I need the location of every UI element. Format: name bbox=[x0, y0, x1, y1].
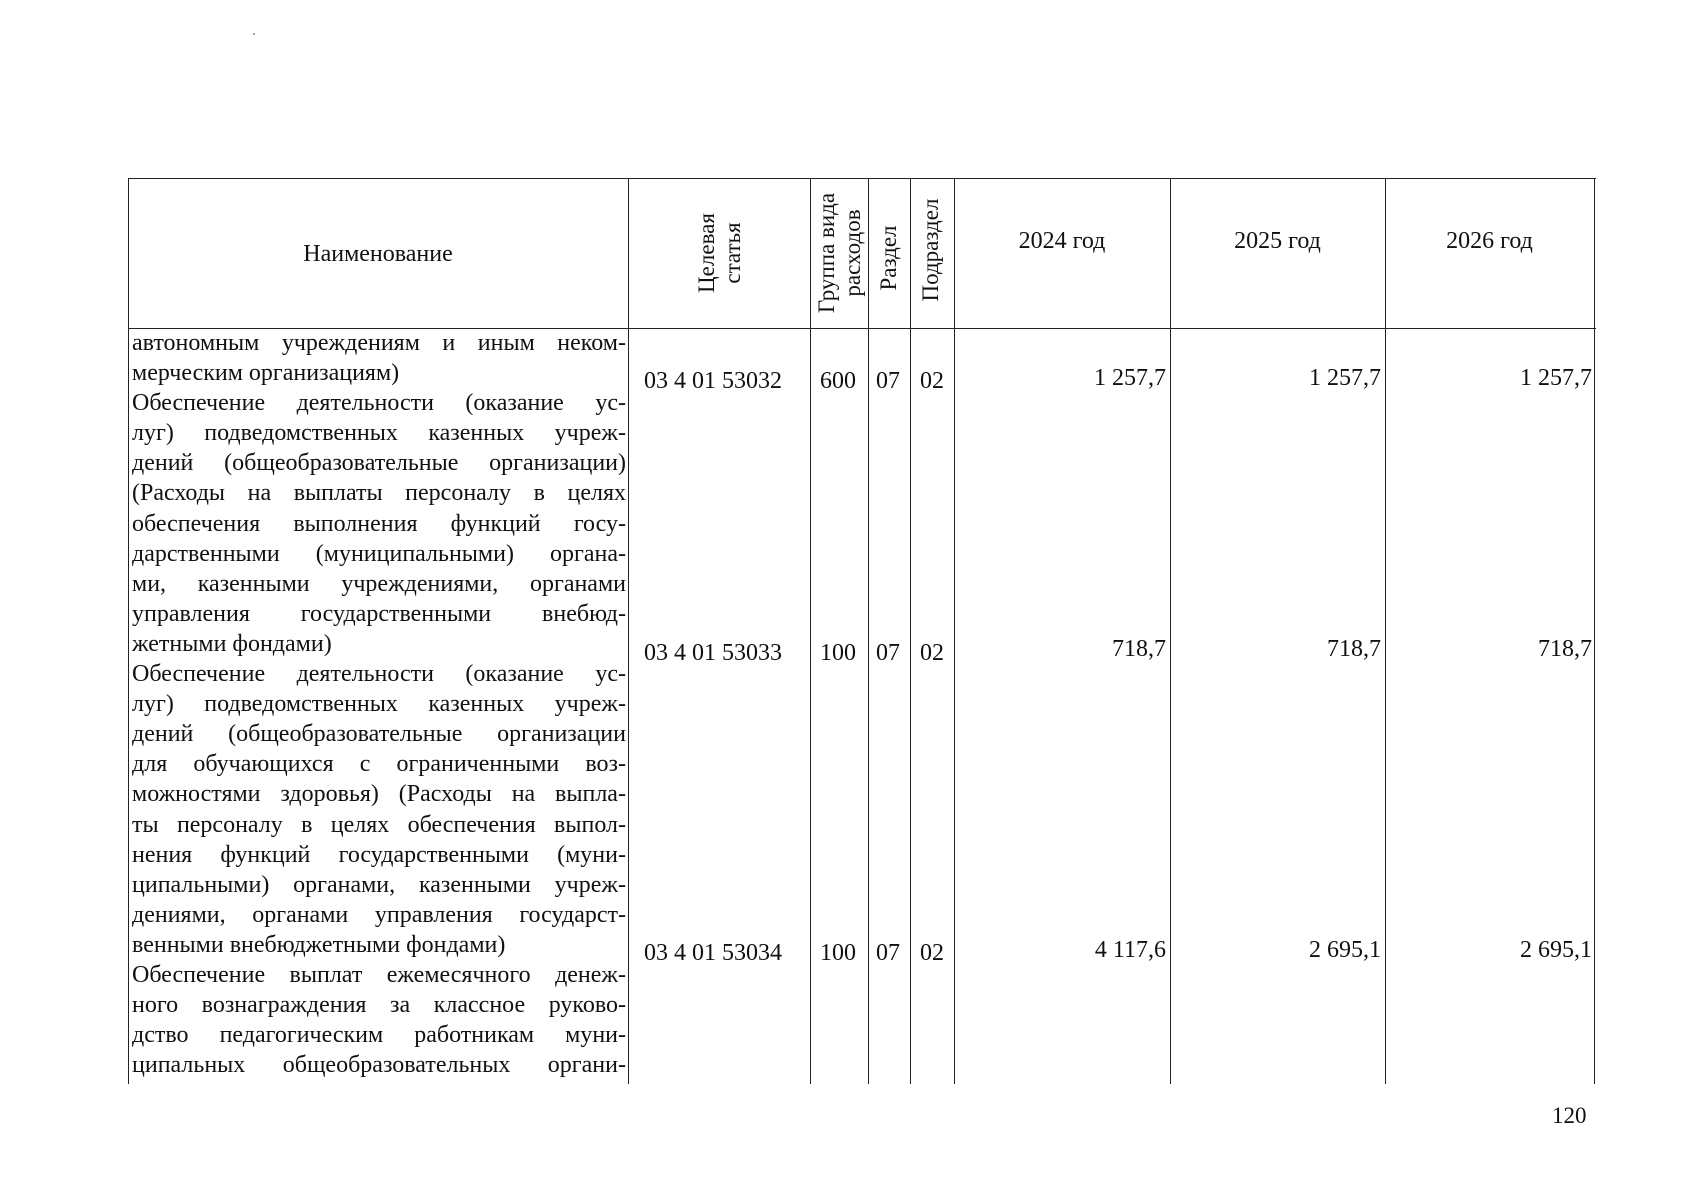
name-text-line bbox=[132, 870, 626, 900]
name-text-line bbox=[132, 448, 626, 478]
header-expense-group-line1: Группа вида bbox=[814, 192, 839, 314]
name-word: казенных bbox=[428, 691, 525, 718]
name-word: целях bbox=[330, 811, 390, 838]
name-word: неком- bbox=[557, 330, 626, 356]
name-word: организации) bbox=[489, 450, 626, 477]
name-word: обучающихся bbox=[193, 751, 334, 778]
name-word: органа- bbox=[550, 540, 626, 567]
column-divider bbox=[628, 178, 629, 1084]
name-text-line bbox=[132, 388, 626, 418]
name-word: деятельности bbox=[296, 661, 434, 688]
name-word: казенными bbox=[418, 871, 531, 898]
name-word: органи- bbox=[547, 1052, 626, 1079]
name-text-line bbox=[132, 478, 626, 508]
name-word: управления bbox=[132, 600, 250, 627]
name-word: ципальными) bbox=[132, 871, 270, 898]
row3-subsection: 02 bbox=[920, 940, 944, 966]
name-word: подведомственных bbox=[204, 420, 398, 447]
name-word: дство bbox=[132, 1022, 189, 1049]
name-word: мерческим bbox=[132, 360, 249, 387]
row3-target-article: 03 4 01 53034 bbox=[644, 940, 782, 966]
name-word: иным bbox=[477, 330, 535, 356]
row2-target-article: 03 4 01 53033 bbox=[644, 640, 782, 666]
name-word: (оказание bbox=[465, 390, 564, 417]
name-word: здоровья) bbox=[280, 781, 379, 808]
header-name: Наименование bbox=[303, 241, 453, 267]
header-target-article bbox=[694, 188, 746, 318]
name-word: ус- bbox=[595, 661, 626, 688]
name-word: выплат bbox=[289, 961, 363, 988]
name-word: персоналу bbox=[176, 811, 283, 838]
name-word: воз- bbox=[585, 751, 626, 778]
name-word: дений bbox=[132, 721, 194, 748]
name-word: внебюджетными bbox=[229, 931, 407, 958]
name-word: дениями, bbox=[132, 901, 226, 928]
column-divider bbox=[868, 178, 869, 1084]
name-word: дарственными bbox=[132, 540, 280, 567]
table-right-border bbox=[1594, 178, 1595, 1084]
name-word: (муниципальными) bbox=[315, 540, 514, 567]
name-text-line bbox=[132, 599, 626, 629]
name-word: можностями bbox=[132, 781, 261, 808]
name-text-line bbox=[132, 840, 626, 870]
row1-subsection: 02 bbox=[920, 368, 944, 394]
header-target-article-line2: статья bbox=[720, 222, 745, 284]
name-word: педагогическим bbox=[219, 1022, 384, 1049]
name-word: учреж- bbox=[554, 420, 626, 447]
header-expense-group bbox=[814, 180, 866, 326]
name-word: учреждениями, bbox=[341, 570, 499, 597]
name-word: и bbox=[442, 330, 456, 356]
name-word: (оказание bbox=[465, 661, 564, 688]
row2-subsection: 02 bbox=[920, 640, 944, 666]
name-text-line bbox=[132, 1050, 626, 1080]
name-word: (Расходы bbox=[132, 480, 226, 507]
row1-target-article: 03 4 01 53032 bbox=[644, 368, 782, 394]
name-word: на bbox=[511, 781, 536, 808]
row1-section: 07 bbox=[876, 368, 900, 394]
name-word: венными bbox=[132, 931, 230, 958]
name-word: организациям) bbox=[248, 360, 400, 387]
header-2025: 2025 год bbox=[1234, 228, 1321, 254]
header-subsection: Подраздел bbox=[918, 198, 943, 302]
name-word: внебюд- bbox=[542, 600, 626, 627]
name-text-line bbox=[132, 689, 626, 719]
name-word: руково- bbox=[548, 992, 626, 1019]
name-word: нения bbox=[132, 841, 193, 868]
column-divider bbox=[910, 178, 911, 1084]
name-word: персоналу bbox=[405, 480, 512, 507]
row3-expense-group: 100 bbox=[820, 940, 856, 966]
name-word: государственными bbox=[338, 841, 529, 868]
name-word: выполнения bbox=[293, 510, 418, 537]
row1-2025: 1 257,7 bbox=[1309, 365, 1381, 391]
name-text-line bbox=[132, 960, 626, 990]
name-word: государст- bbox=[519, 901, 626, 928]
name-word: автономным bbox=[132, 330, 260, 356]
name-text-line bbox=[132, 509, 626, 539]
name-word: выпла- bbox=[555, 781, 626, 808]
name-word: казенных bbox=[428, 420, 525, 447]
name-word: организации bbox=[497, 721, 626, 748]
name-word: учреж- bbox=[554, 691, 626, 718]
name-word: для bbox=[132, 751, 168, 778]
name-text-line bbox=[132, 900, 626, 930]
column-divider bbox=[810, 178, 811, 1084]
page-number: 120 bbox=[1552, 1103, 1587, 1128]
row2-section: 07 bbox=[876, 640, 900, 666]
name-text-line bbox=[132, 358, 626, 388]
header-expense-group-line2: расходов bbox=[840, 209, 865, 297]
name-word: Обеспечение bbox=[132, 661, 266, 688]
header-2026: 2026 год bbox=[1446, 228, 1533, 254]
name-word: луг) bbox=[132, 691, 174, 718]
name-word: жетными bbox=[132, 630, 233, 657]
table-left-border bbox=[128, 178, 129, 1084]
scan-speck bbox=[253, 33, 255, 35]
name-text-line bbox=[132, 328, 626, 358]
name-word: ограниченными bbox=[396, 751, 560, 778]
name-word: функций bbox=[220, 841, 311, 868]
name-word: общеобразовательных bbox=[282, 1052, 511, 1079]
name-word: государственными bbox=[300, 600, 492, 627]
name-text-line bbox=[132, 990, 626, 1020]
name-word: классное bbox=[433, 992, 526, 1019]
name-word: с bbox=[359, 751, 371, 778]
name-word: ты bbox=[132, 811, 159, 838]
name-word: учреждениям bbox=[281, 330, 420, 356]
name-word: целях bbox=[567, 480, 626, 507]
name-word: фондами) bbox=[406, 931, 506, 958]
name-text-line bbox=[132, 629, 626, 659]
name-word: (Расходы bbox=[398, 781, 492, 808]
row2-2024: 718,7 bbox=[1112, 636, 1166, 662]
name-word: органами bbox=[529, 570, 626, 597]
name-word: выпол- bbox=[554, 811, 626, 838]
row3-section: 07 bbox=[876, 940, 900, 966]
name-word: (общеобразовательные bbox=[224, 450, 459, 477]
name-word: обеспечения bbox=[132, 510, 261, 537]
row3-2025: 2 695,1 bbox=[1309, 937, 1381, 963]
row2-2025: 718,7 bbox=[1327, 636, 1381, 662]
header-section: Раздел bbox=[876, 225, 901, 291]
name-word: дений bbox=[132, 450, 194, 477]
name-word: фондами) bbox=[232, 630, 332, 657]
name-text-line bbox=[132, 418, 626, 448]
name-text-line bbox=[132, 810, 626, 840]
name-word: луг) bbox=[132, 420, 174, 447]
name-word: (общеобразовательные bbox=[228, 721, 463, 748]
name-word: ми, bbox=[132, 570, 167, 597]
table-top-border bbox=[128, 178, 1596, 179]
row1-2024: 1 257,7 bbox=[1094, 365, 1166, 391]
name-word: муни- bbox=[565, 1022, 626, 1049]
name-word: органами, bbox=[293, 871, 396, 898]
name-word: в bbox=[533, 480, 545, 507]
budget-table bbox=[128, 178, 1596, 1084]
row2-expense-group: 100 bbox=[820, 640, 856, 666]
name-word: госу- bbox=[573, 510, 626, 537]
name-word: деятельности bbox=[296, 390, 434, 417]
name-text-line bbox=[132, 539, 626, 569]
name-text-line bbox=[132, 659, 626, 689]
name-word: за bbox=[390, 992, 411, 1019]
name-text-line bbox=[132, 569, 626, 599]
name-text-line bbox=[132, 749, 626, 779]
header-target-article-line1: Целевая bbox=[694, 213, 719, 293]
row1-expense-group: 600 bbox=[820, 368, 856, 394]
name-word: ус- bbox=[595, 390, 626, 417]
name-word: Обеспечение bbox=[132, 961, 266, 988]
name-word: ного bbox=[132, 992, 179, 1019]
row3-2026: 2 695,1 bbox=[1520, 937, 1592, 963]
name-word: функций bbox=[450, 510, 541, 537]
name-word: вознаграждения bbox=[201, 992, 367, 1019]
name-text-line bbox=[132, 930, 626, 960]
name-word: ежемесячного bbox=[386, 961, 531, 988]
name-word: ципальных bbox=[132, 1052, 246, 1079]
row1-2026: 1 257,7 bbox=[1520, 365, 1592, 391]
name-word: обеспечения bbox=[407, 811, 536, 838]
name-word: Обеспечение bbox=[132, 390, 266, 417]
name-word: (муни- bbox=[557, 841, 626, 868]
name-word: учреж- bbox=[554, 871, 626, 898]
name-word: выплаты bbox=[293, 480, 383, 507]
name-word: подведомственных bbox=[204, 691, 398, 718]
header-2024: 2024 год bbox=[1018, 228, 1106, 254]
row2-2026: 718,7 bbox=[1538, 636, 1592, 662]
name-word: денеж- bbox=[555, 961, 626, 988]
name-word: управления bbox=[374, 901, 493, 928]
name-word: на bbox=[247, 480, 272, 507]
row3-2024: 4 117,6 bbox=[1094, 937, 1166, 963]
name-text-line bbox=[132, 1020, 626, 1050]
name-word: в bbox=[301, 811, 313, 838]
name-text-line bbox=[132, 779, 626, 809]
name-word: работникам bbox=[414, 1022, 535, 1049]
name-column-text bbox=[132, 328, 626, 1080]
name-word: органами bbox=[252, 901, 349, 928]
name-word: казенными bbox=[197, 570, 310, 597]
name-text-line bbox=[132, 719, 626, 749]
